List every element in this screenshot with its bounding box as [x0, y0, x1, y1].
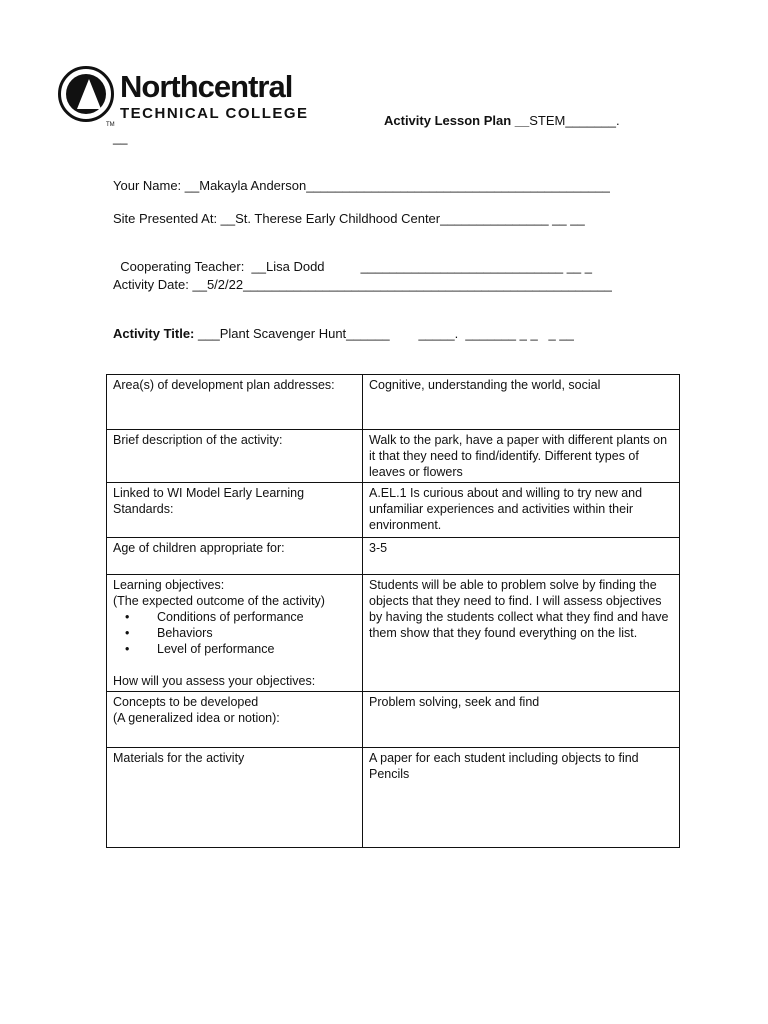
teacher-underline: ____________________________ __ _	[324, 259, 593, 274]
table-row	[107, 375, 680, 430]
your-name-underline: __________________________________________	[306, 178, 610, 193]
site-label: Site Presented At: __	[113, 211, 236, 226]
row-value: A paper for each student including objects to find	[369, 751, 639, 765]
list-item: • Level of performance	[157, 641, 356, 657]
objectives-list	[113, 609, 356, 657]
row-value: 3-5	[363, 538, 680, 575]
list-item: • Conditions of performance	[157, 609, 356, 625]
logo-name: Northcentral	[120, 69, 293, 104]
pine-tree-emblem-icon	[58, 66, 114, 122]
site-value: St. Therese Early Childhood Center	[235, 211, 441, 226]
teacher-field	[113, 244, 592, 274]
row-value: Problem solving, seek and find	[363, 692, 680, 748]
plan-trailing: _______.	[565, 113, 620, 128]
lesson-plan-table	[106, 374, 680, 848]
table-row	[107, 483, 680, 538]
your-name-label: Your Name: __	[113, 178, 200, 193]
date-label: Activity Date: __	[113, 277, 207, 292]
table-row	[107, 748, 680, 848]
teacher-value: Lisa Dodd	[265, 259, 325, 274]
date-underline: ___________________________________________________	[243, 277, 612, 292]
table-row	[107, 430, 680, 483]
learning-objectives-cell	[107, 575, 363, 692]
row-label: Linked to WI Model Early Learning Standards:	[107, 483, 363, 538]
assess-question: How will you assess your objectives:	[113, 674, 316, 688]
row-sublabel: (The expected outcome of the activity)	[113, 594, 325, 608]
teacher-label: Cooperating Teacher: __	[120, 259, 266, 274]
plan-value: STEM	[529, 113, 566, 128]
your-name-value: Makayla Anderson	[199, 178, 307, 193]
list-item: • Behaviors	[157, 625, 356, 641]
activity-title-value: Plant Scavenger Hunt	[219, 326, 347, 341]
date-field	[113, 277, 612, 292]
row-label: Concepts to be developed	[113, 695, 259, 709]
activity-title	[113, 326, 574, 341]
row-label: Age of children appropriate for:	[107, 538, 363, 575]
row-sublabel: (A generalized idea or notion):	[113, 711, 280, 725]
trademark-mark: TM	[106, 122, 115, 128]
materials-cell	[363, 748, 680, 848]
row-value: Cognitive, understanding the world, social	[363, 375, 680, 430]
site-underline: _______________ __ __	[440, 211, 585, 226]
row-label: Area(s) of development plan addresses:	[107, 375, 363, 430]
plan-label: Activity Lesson Plan __	[384, 113, 530, 128]
date-value: 5/2/22	[206, 277, 244, 292]
plan-title	[384, 113, 620, 128]
your-name-field	[113, 178, 610, 193]
activity-title-label: Activity Title:	[113, 326, 195, 341]
concepts-cell	[107, 692, 363, 748]
table-row	[107, 538, 680, 575]
row-value: Walk to the park, have a paper with different plants on it that they need to find/identify. Different types of leaves or flowers	[363, 430, 680, 483]
logo-subtitle: TECHNICAL COLLEGE	[120, 105, 309, 122]
site-field	[113, 211, 585, 226]
table-row	[107, 692, 680, 748]
college-logo	[58, 66, 309, 132]
row-value: A.EL.1 Is curious about and willing to try new and unfamiliar experiences and activities within their environment.	[363, 483, 680, 538]
plan-title-continuation: __	[113, 130, 128, 145]
row-label: Learning objectives:	[113, 578, 225, 592]
activity-title-underline: ______ _____. _______ _ _ _ __	[346, 326, 574, 341]
row-label: Materials for the activity	[107, 748, 363, 848]
table-row	[107, 575, 680, 692]
row-value-line2: Pencils	[369, 767, 410, 781]
activity-title-prefix: ___	[194, 326, 220, 341]
row-label: Brief description of the activity:	[107, 430, 363, 483]
row-value: Students will be able to problem solve by finding the objects that they need to find. I will assess objectives by having the students collect what they find and have them show that they found everything on the list.	[363, 575, 680, 692]
